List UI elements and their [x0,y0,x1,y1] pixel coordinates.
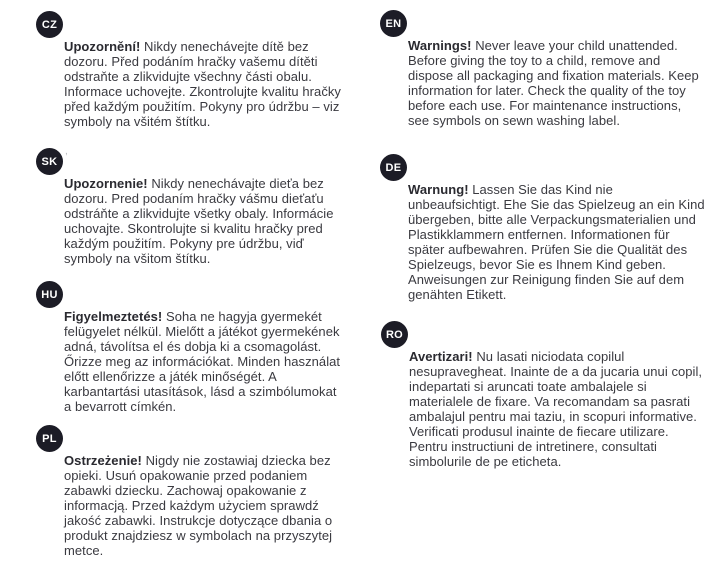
warning-lead-hu: Figyelmeztetés! [64,309,163,324]
lang-badge-de: DE [380,154,407,181]
warning-body-hu: Soha ne hagyja gyermekét felügyelet nélkül. Mielőtt a játékot gyermekének adná, távolítsa el és dobja ki a csomagolást. Őrizze meg az információkat. Minden használat előtt ellenőrizze a játék minőségét. A karbantartási utasítások, lásd a szimbólumokat a bevarrott címkén. [64,309,341,414]
warning-body-de: Lassen Sie das Kind nie unbeaufsichtigt. Ehe Sie das Spielzeug an ein Kind übergeben, bitte alle Verpackungsmaterialien und Plastikklammern entfernen. Informationen für später aufbewahren. Prüfen Sie die Qualität des Spielzeugs, bevor Sie es Ihnem Kind geben. Anweisungen zur Reinigung finden Sie auf dem genähten Etikett. [408,182,705,302]
section-sk [36,148,341,266]
warning-paragraph-en [408,38,705,128]
warning-body-sk: Nikdy nenechávajte dieťa bez dozoru. Pred podaním hračky vášmu dieťaťu odstráňte a zlikvidujte všetky obaly. Informácie uchovajte. Skontrolujte si kvalitu hračky pred každým použitím. Pokyny pre údržbu, viď symboly na všitom štítku. [64,176,334,266]
stray-mark: , [65,146,68,157]
lang-badge-en: EN [380,10,407,37]
warning-lead-ro: Avertizari! [409,349,473,364]
section-ro [381,321,706,469]
warning-lead-cz: Upozornění! [64,39,141,54]
warning-lead-de: Warnung! [408,182,469,197]
warning-body-cz: Nikdy nenechávejte dítě bez dozoru. Před podáním hračky vašemu dítěti odstraňte a zlikvidujte všechny části obalu. Informace uchovejte. Zkontrolujte kvalitu hračky před každým použitím. Pokyny pro údržbu – viz symboly na všitém štítku. [64,39,341,129]
warning-paragraph-cz [64,39,341,129]
lang-badge-hu: HU [36,281,63,308]
warning-paragraph-pl [64,453,341,558]
lang-badge-cz: CZ [36,11,63,38]
warning-paragraph-hu [64,309,341,414]
lang-badge-ro: RO [381,321,408,348]
lang-badge-pl: PL [36,425,63,452]
section-de [380,154,705,302]
section-pl [36,425,341,558]
warning-body-ro: Nu lasati niciodata copilul nesupravegheat. Inainte de a da jucaria unui copil, indepartati si aruncati toate ambalajele si materialele de fixare. Va recomandam sa pasrati ambalajul pentru mai taziu, in scopuri informative. Verificati produsul inainte de fiecare utilizare. Pentru instructiuni de intretinere, consultati simbolurile de pe eticheta. [409,349,703,469]
warning-lead-en: Warnings! [408,38,472,53]
lang-badge-sk: SK [36,148,63,175]
warning-paragraph-de [408,182,705,302]
warning-paragraph-ro [409,349,706,469]
warning-lead-pl: Ostrzeżenie! [64,453,142,468]
section-cz [36,11,341,129]
section-hu [36,281,341,414]
warning-body-pl: Nigdy nie zostawiaj dziecka bez opieki. Usuń opakowanie przed podaniem zabawki dziecku. Zachowaj opakowanie z informacją. Przed każdym użyciem sprawdź jakość zabawki. Instrukcje dotyczące dbania o produkt znajdziesz w symbolach na przyszytej metce. [64,453,333,558]
warning-body-en: Never leave your child unattended. Before giving the toy to a child, remove and dispose all packaging and fixation materials. Keep information for later. Check the quality of the toy before each use. For maintenance instructions, see symbols on sewn washing label. [408,38,699,128]
warning-paragraph-sk [64,176,341,266]
section-en [380,10,705,128]
warning-lead-sk: Upozornenie! [64,176,148,191]
